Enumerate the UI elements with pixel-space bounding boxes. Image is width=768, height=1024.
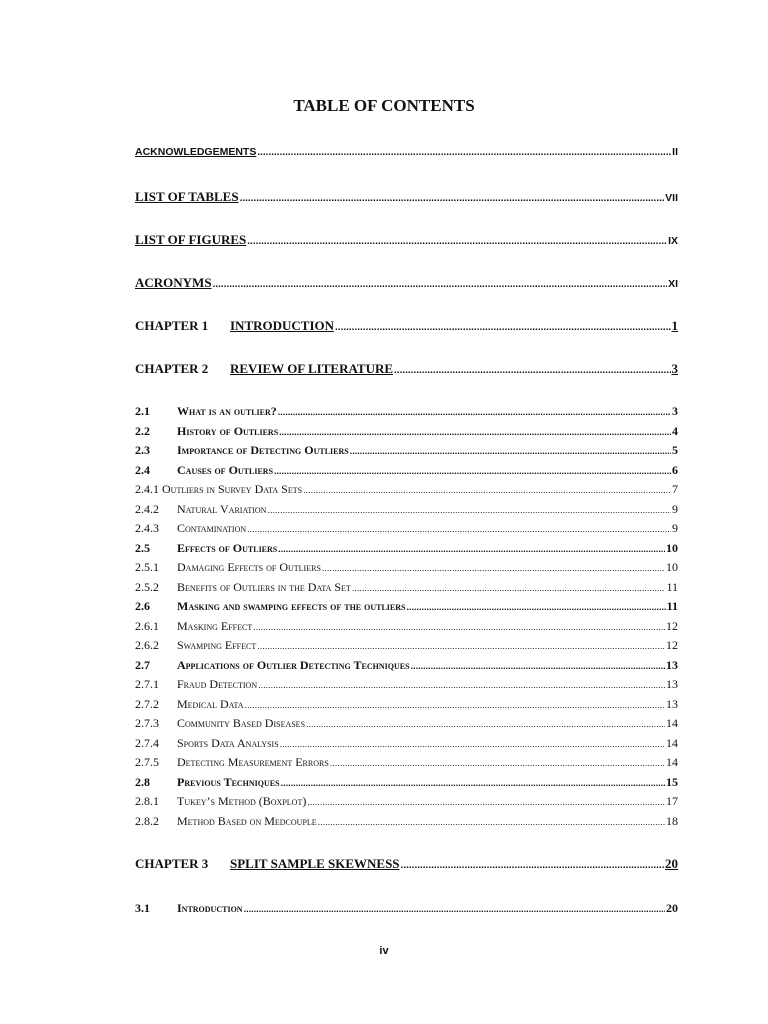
toc-entry-label: [135, 638, 256, 653]
dot-leader: [318, 817, 665, 827]
toc-entry-section-2-8-1[interactable]: [135, 794, 678, 809]
dot-leader: [279, 427, 671, 437]
toc-entry-page: 9: [672, 501, 678, 516]
section-number: 2.7.3: [135, 716, 159, 730]
section-title: Tukey’s Method (Boxplot): [177, 794, 307, 808]
chapter-number: CHAPTER 1: [135, 318, 209, 333]
toc-entry-page: 3: [672, 404, 678, 418]
section-title: What is an outlier?: [177, 404, 277, 418]
toc-entry-page: 10: [666, 540, 678, 555]
toc-entry-section-2-6[interactable]: [135, 599, 678, 614]
toc-entry-label: [135, 599, 405, 614]
section-number: 2.8.2: [135, 813, 159, 828]
toc-entry-page: 13: [666, 677, 678, 691]
section-title: Damaging Effects of Outliers: [177, 560, 321, 574]
dot-leader: [278, 407, 671, 417]
toc-entry-list-of-tables[interactable]: [135, 189, 678, 205]
dot-leader: [245, 700, 665, 710]
dot-leader: [352, 583, 666, 593]
toc-entry-list-of-figures[interactable]: [135, 232, 678, 248]
toc-entry-label: [135, 482, 302, 497]
toc-entry-section-2-6-2[interactable]: [135, 638, 678, 653]
toc-entry-acknowledgements[interactable]: [135, 146, 678, 158]
toc-entry-page: 3: [671, 361, 678, 376]
toc-entry-label: [135, 580, 351, 595]
toc-entry-page: 14: [666, 716, 678, 730]
toc-entry-page: 1: [671, 318, 678, 333]
toc-entry-section-2-4-2[interactable]: [135, 502, 678, 517]
toc-entry-label: [135, 775, 280, 790]
dot-leader: [322, 563, 665, 573]
dot-leader: [253, 622, 665, 632]
toc-entry-section-3-1[interactable]: [135, 901, 678, 916]
toc-entry-section-2-5-2[interactable]: [135, 580, 678, 595]
toc-entry-acronyms[interactable]: [135, 275, 678, 291]
toc-entry-page: 14: [666, 735, 678, 750]
toc-entry-section-2-2[interactable]: [135, 424, 678, 439]
section-number: 2.8.1: [135, 794, 159, 808]
toc-entry-chapter-3[interactable]: [135, 856, 678, 872]
toc-entry-label: [135, 361, 393, 377]
toc-entry-page: 11: [666, 599, 678, 613]
section-number: 2.7.4: [135, 735, 159, 750]
toc-entry-label: [135, 541, 277, 556]
toc-entry-section-2-8-2[interactable]: [135, 814, 678, 829]
dot-leader: [278, 544, 665, 554]
chapter-number: CHAPTER 3: [135, 856, 209, 871]
dot-leader: [267, 505, 671, 515]
section-number: 2.5.1: [135, 560, 159, 574]
toc-entry-section-2-4-3[interactable]: [135, 521, 678, 536]
dot-leader: [257, 641, 665, 651]
section-title: Masking Effect: [177, 618, 253, 633]
section-number: 2.2: [135, 423, 150, 438]
section-title: Effects of Outliers: [177, 540, 278, 555]
section-title: Sports Data Analysis: [177, 735, 279, 750]
toc-entry-page: 13: [666, 696, 678, 711]
toc-entry-label: [135, 716, 305, 731]
section-title: Masking and swamping effects of the outliers: [177, 599, 406, 613]
dot-leader: [411, 661, 665, 671]
toc-entry-page: 10: [666, 560, 678, 574]
dot-leader: [280, 739, 665, 749]
section-number: 2.6.2: [135, 638, 159, 652]
toc-entry-section-2-8[interactable]: [135, 775, 678, 790]
section-title: Medical Data: [177, 696, 244, 711]
section-number: 2.3: [135, 443, 150, 457]
toc-entry-label: LIST OF TABLES: [135, 189, 239, 204]
toc-entry-page: 11: [666, 579, 678, 594]
page-title: TABLE OF CONTENTS: [293, 96, 475, 115]
toc-entry-section-2-5[interactable]: [135, 541, 678, 556]
section-number: 2.8: [135, 774, 150, 789]
section-title: Fraud Detection: [177, 677, 258, 691]
section-number: 2.4.2: [135, 501, 159, 516]
dot-leader: [240, 193, 665, 204]
section-title: Detecting Measurement Errors: [177, 755, 329, 769]
section-number: 2.4.1: [135, 482, 159, 496]
toc-entry-label: [135, 404, 277, 419]
toc-entry-page: 14: [666, 755, 678, 769]
toc-entry-page: 7: [672, 482, 678, 496]
toc-entry-section-2-5-1[interactable]: [135, 560, 678, 575]
dot-leader: [406, 602, 665, 612]
toc-entry-section-2-7-4[interactable]: [135, 736, 678, 751]
chapter-title: INTRODUCTION: [230, 318, 335, 333]
dot-leader: [303, 485, 671, 495]
toc-entry-section-2-1[interactable]: [135, 404, 678, 419]
chapter-title: REVIEW OF LITERATURE: [230, 361, 394, 376]
toc-entry-label: [135, 736, 279, 751]
section-number: 2.4: [135, 462, 150, 477]
toc-entry-label: [135, 502, 266, 517]
section-title: Community Based Diseases: [177, 716, 306, 730]
section-number: 2.5.2: [135, 579, 159, 594]
section-title: Natural Variation: [177, 501, 267, 516]
section-number: 3.1: [135, 901, 150, 915]
section-title: Importance of Detecting Outliers: [177, 443, 349, 457]
toc-entry-label: [135, 901, 243, 916]
toc-entry-label: [135, 443, 349, 458]
section-number: 2.7.5: [135, 755, 159, 769]
dot-leader: [247, 236, 667, 247]
toc-entry-label: [135, 677, 257, 692]
dot-leader: [330, 758, 665, 768]
toc-entry-section-2-7-2[interactable]: [135, 697, 678, 712]
toc-entry-label: [135, 463, 273, 478]
dot-leader: [401, 860, 664, 871]
toc-entry-page: 20: [666, 901, 678, 915]
toc-entry-page: XI: [668, 278, 678, 290]
section-title: Method Based on Medcouple: [177, 813, 317, 828]
toc-entry-label: [135, 697, 244, 712]
section-number: 2.7.2: [135, 696, 159, 711]
toc-entry-chapter-1[interactable]: [135, 318, 678, 334]
toc-entry-label: LIST OF FIGURES: [135, 232, 247, 247]
toc-entry-page: 15: [666, 774, 678, 789]
toc-entry-section-2-6-1[interactable]: [135, 619, 678, 634]
section-title: Causes of Outliers: [177, 462, 274, 477]
dot-leader: [274, 466, 671, 476]
section-title: Swamping Effect: [177, 638, 257, 652]
section-number: 2.4.3: [135, 521, 159, 535]
dot-leader: [257, 147, 671, 158]
toc-entry-page: 20: [665, 856, 678, 871]
section-number: 2.6.1: [135, 618, 159, 633]
toc-entry-page: 5: [672, 443, 678, 457]
toc-entry-label: [135, 755, 329, 770]
toc-entry-label: ACRONYMS: [135, 275, 212, 290]
toc-entry-page: 18: [666, 813, 678, 828]
section-number: 2.1: [135, 404, 150, 418]
toc-entry-section-2-7-3[interactable]: [135, 716, 678, 731]
toc-entry-page: 12: [666, 618, 678, 633]
section-number: 2.6: [135, 599, 150, 613]
chapter-title: SPLIT SAMPLE SKEWNESS: [230, 856, 400, 871]
toc-entry-page: II: [672, 146, 678, 158]
dot-leader: [258, 680, 665, 690]
toc-entry-page: 4: [672, 423, 678, 438]
toc-entry-label: [135, 658, 410, 673]
toc-entry-section-2-7[interactable]: [135, 658, 678, 673]
toc-entry-chapter-2[interactable]: [135, 361, 678, 377]
section-number: 2.7: [135, 657, 150, 672]
toc-entry-page: VII: [665, 192, 678, 204]
dot-leader: [394, 365, 670, 376]
toc-entry-page: 13: [666, 657, 678, 672]
dot-leader: [306, 719, 665, 729]
section-title: History of Outliers: [177, 423, 279, 438]
section-number: 2.7.1: [135, 677, 159, 691]
toc-entry-page: 17: [666, 794, 678, 808]
toc-entry-label: [135, 794, 306, 809]
dot-leader: [281, 778, 665, 788]
toc-entry-page: 6: [672, 462, 678, 477]
section-title: Contamination: [177, 521, 247, 535]
toc-entry-page: 9: [672, 521, 678, 535]
section-title: Introduction: [177, 901, 243, 915]
toc-entry-label: [135, 318, 334, 334]
toc-entry-page: 12: [666, 638, 678, 652]
section-number: 2.5: [135, 540, 150, 555]
toc-entry-section-2-7-1[interactable]: [135, 677, 678, 692]
toc-entry-label: ACKNOWLEDGEMENTS: [135, 146, 257, 158]
dot-leader: [213, 279, 668, 290]
dot-leader: [335, 322, 670, 333]
section-title: Outliers in Survey Data Sets: [162, 482, 303, 496]
toc-entry-section-2-3[interactable]: [135, 443, 678, 458]
dot-leader: [307, 797, 665, 807]
dot-leader: [244, 904, 665, 914]
toc-entry-page: IX: [668, 235, 678, 247]
toc-entry-label: [135, 856, 400, 872]
toc-entry-label: [135, 560, 321, 575]
toc-entry-label: [135, 424, 278, 439]
chapter-number: CHAPTER 2: [135, 361, 209, 376]
section-title: Applications of Outlier Detecting Techniques: [177, 657, 410, 672]
toc-entry-label: [135, 619, 252, 634]
dot-leader: [247, 524, 671, 534]
toc-entry-section-2-4-1[interactable]: [135, 482, 678, 497]
toc-entry-section-2-7-5[interactable]: [135, 755, 678, 770]
section-title: Previous Techniques: [177, 774, 280, 789]
toc-entry-label: [135, 521, 246, 536]
toc-entry-label: [135, 814, 317, 829]
toc-entry-section-2-4[interactable]: [135, 463, 678, 478]
page-number: iv: [379, 945, 389, 957]
section-title: Benefits of Outliers in the Data Set: [177, 579, 351, 594]
dot-leader: [350, 446, 671, 456]
